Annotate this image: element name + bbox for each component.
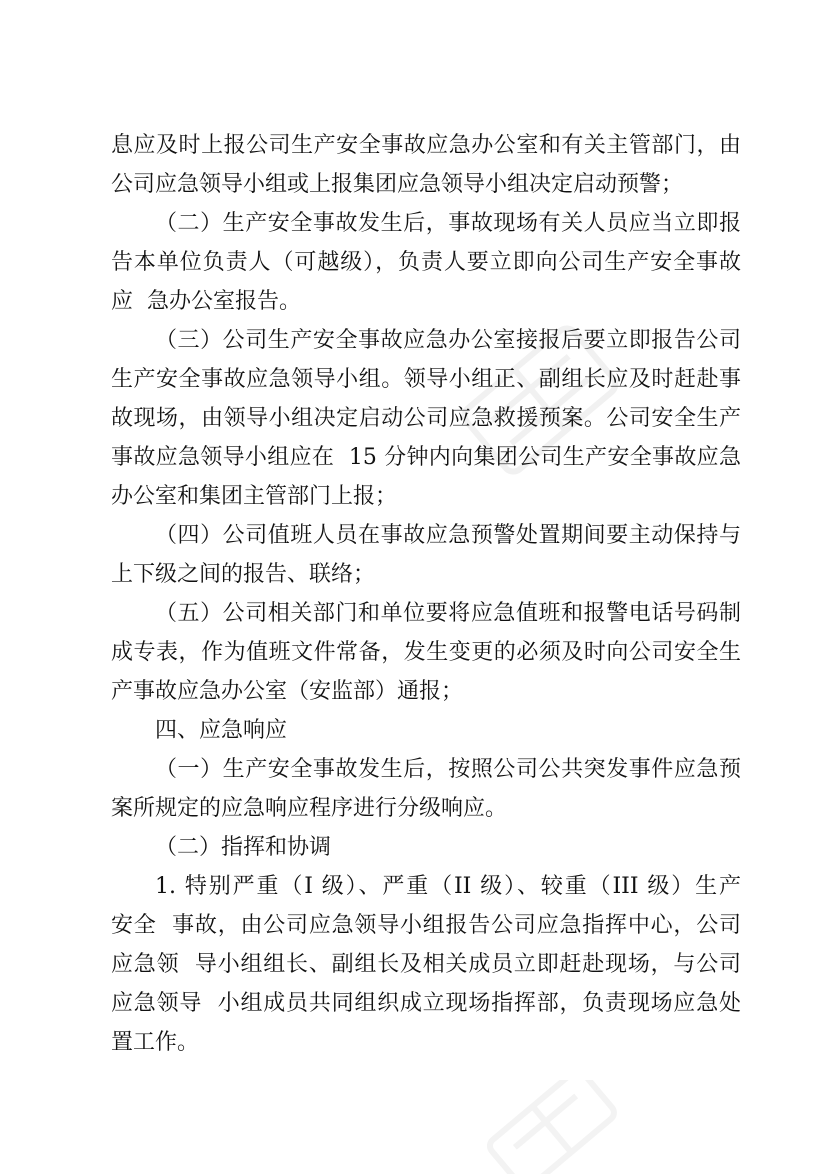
text-line: 事故应急领导小组应在 15 分钟内向集团公司生产安全事故应急 (111, 445, 741, 470)
text-line: （三）公司生产安全事故应急办公室接报后要立即报告公司 (155, 328, 741, 353)
text-line: 上下级之间的报告、联络； (111, 562, 376, 587)
text-line: 公司应急领导小组或上报集团应急领导小组决定启动预警； (111, 172, 684, 197)
text-line: （二）生产安全事故发生后，事故现场有关人员应当立即报 (155, 211, 741, 236)
text-line: 应急领 导小组组长、副组长及相关成员立即赶赴现场，与公司 (111, 952, 741, 977)
text-line: 故现场，由领导小组决定启动公司应急救援预案。公司安全生产 (111, 406, 741, 431)
document-body (111, 126, 741, 1062)
section-heading: 四、应急响应 (155, 718, 288, 743)
text-line: 案所规定的应急响应程序进行分级响应。 (111, 796, 508, 821)
text-line: 应急领导 小组成员共同组织成立现场指挥部，负责现场应急处 (111, 991, 741, 1016)
text-line: （四）公司值班人员在事故应急预警处置期间要主动保持与 (155, 523, 741, 548)
text-line: 应 急办公室报告。 (111, 289, 301, 314)
text-line: 安全 事故，由公司应急领导小组报告公司应急指挥中心，公司 (111, 913, 741, 938)
text-line: 产事故应急办公室（安监部）通报； (111, 679, 464, 704)
subsection-heading: （二）指挥和协调 (155, 835, 332, 860)
text-line: 息应及时上报公司生产安全事故应急办公室和有关主管部门，由 (111, 133, 741, 158)
text-line: 1. 特别严重（I 级）、严重（II 级）、较重（III 级）生产 (155, 874, 741, 899)
text-line: （一）生产安全事故发生后，按照公司公共突发事件应急预 (155, 757, 741, 782)
text-line: 置工作。 (111, 1030, 200, 1055)
watermark-graphic (470, 1080, 630, 1174)
text-line: 告本单位负责人（可越级），负责人要立即向公司生产安全事故 (111, 250, 741, 275)
text-line: （五）公司相关部门和单位要将应急值班和报警电话号码制 (155, 601, 741, 626)
text-line: 办公室和集团主管部门上报； (111, 484, 398, 509)
text-line: 生产安全事故应急领导小组。领导小组正、副组长应及时赶赴事 (111, 367, 741, 392)
text-line: 成专表，作为值班文件常备，发生变更的必须及时向公司安全生 (111, 640, 741, 665)
